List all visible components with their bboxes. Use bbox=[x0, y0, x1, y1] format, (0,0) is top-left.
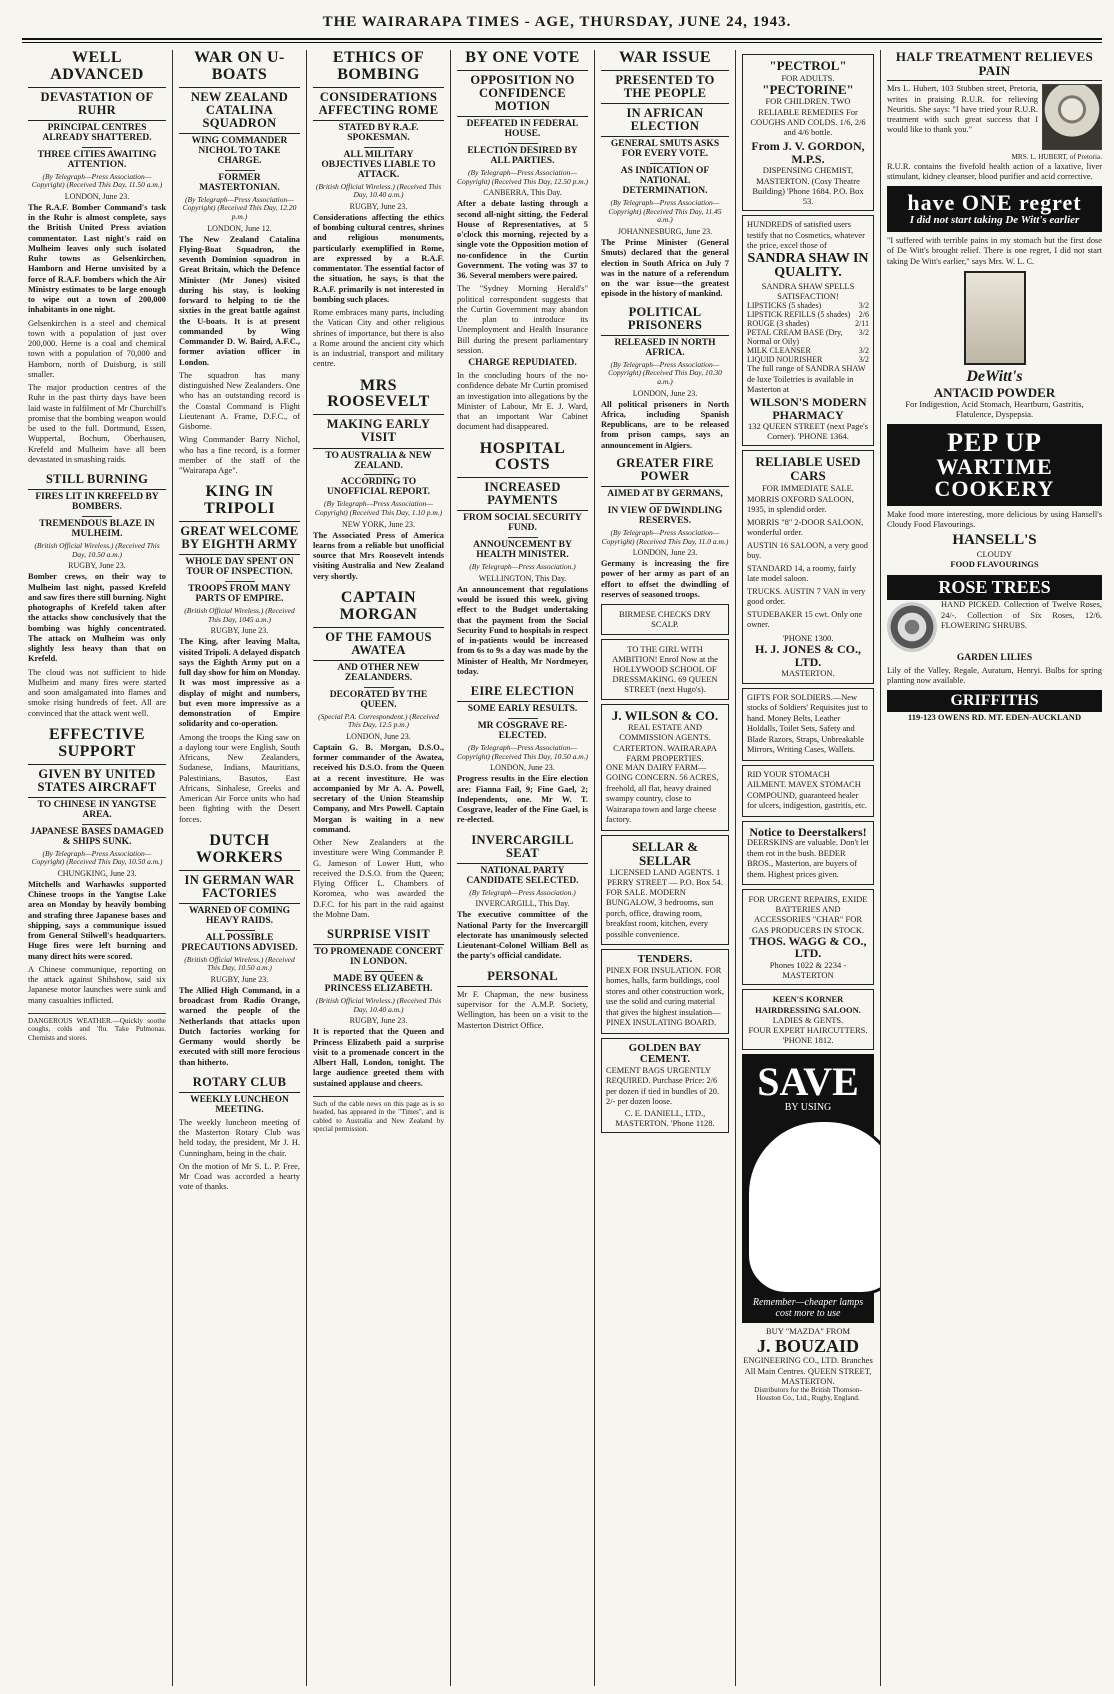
article-paragraph: Progress results in the Eire election are: Fianna Fail, 9; Fine Gael, 2; Independents, one. Mr W. T. Cosgrave, leader of the Fine Gael, is re-elected. bbox=[457, 774, 588, 825]
advertisement-tenders bbox=[601, 949, 729, 1034]
dateline: LONDON, June 23. bbox=[632, 388, 698, 398]
subhead: TROOPS FROM MANY PARTS OF EMPIRE. bbox=[188, 584, 291, 605]
subhead: ALL MILITARY OBJECTIVES LIABLE TO ATTACK. bbox=[321, 149, 436, 180]
divider bbox=[650, 503, 680, 504]
ad-text: HAND PICKED. Collection of Twelve Roses, 24/-. Collection of Six Roses, 12/6. FLOWERING SHRUBS. bbox=[941, 600, 1102, 630]
ad-subtitle: LICENSED LAND AGENTS. 1 PERRY STREET — P.O. Box 54. bbox=[607, 867, 723, 888]
article-paragraph: The Prime Minister (General Smuts) declared that the general election in South Africa on July 7 was in the nature of a referendum on the war issue—the greatest episode in the history of mankind. bbox=[601, 238, 729, 299]
ad-firm: THOS. WAGG & CO., LTD. bbox=[749, 933, 867, 961]
byline: (By Telegraph—Press Association—Copyright) (Received This Day, 11.0 a.m.) bbox=[601, 527, 729, 546]
article-paragraph: The Allied High Command, in a broadcast from Radio Orange, warned the people of the Netherlands that attacks upon Dutch factories working for Germany would shortly be executed with still more ferocious than hitherto. bbox=[179, 985, 300, 1067]
byline: (British Official Wireless.) (Received This Day, 10.40 a.m.) bbox=[315, 181, 442, 200]
subhead: MADE BY QUEEN & PRINCESS ELIZABETH. bbox=[324, 974, 433, 995]
ad-phone: Phones 1022 & 2234 - MASTERTON bbox=[769, 960, 847, 981]
subhead: PRINCIPAL CENTRES ALREADY SHATTERED. bbox=[42, 122, 152, 143]
article-paragraph: It is reported that the Queen and Princess Elizabeth paid a surprise visit to a promenade concert in the Albert Hall, London, tonight. The large audience greeted them with sustained applause and cheers. bbox=[313, 1027, 444, 1088]
dateline: CANBERRA, This Day. bbox=[483, 188, 562, 198]
headline-mrs-roosevelt: MRS ROOSEVELT bbox=[313, 378, 444, 416]
dateline: NEW YORK, June 23. bbox=[341, 519, 416, 529]
subhead: RELEASED IN NORTH AFRICA. bbox=[614, 337, 716, 358]
ad-shop: WILSON'S MODERN PHARMACY bbox=[749, 394, 867, 422]
price-value: 2/11 bbox=[855, 319, 869, 329]
byline: (British Official Wireless.) (Received This Day, 10.50 a.m.) bbox=[184, 954, 295, 973]
advertisement-pectrol bbox=[742, 54, 874, 211]
subhead: AS INDICATION OF NATIONAL DETERMINATION. bbox=[620, 166, 710, 197]
subhead: NATIONAL PARTY CANDIDATE SELECTED. bbox=[466, 865, 579, 886]
subhead: WING COMMANDER NICHOL TO TAKE CHARGE. bbox=[191, 135, 288, 166]
ad-title: J. WILSON & CO. bbox=[611, 707, 719, 723]
ad-text: Make food more interesting, more delicious by using Hansell's Cloudy Food Flavourings. bbox=[887, 509, 1102, 529]
headline-personal: PERSONAL bbox=[457, 970, 588, 987]
ad-brand-hansells: HANSELL'S bbox=[952, 532, 1037, 549]
ad-text: RID YOUR STOMACH AILMENT. MAVEX STOMACH COMPOUND, guaranteed healer for ulcers, indigestion, gastritis, etc. bbox=[747, 769, 868, 810]
subhead: ELECTION DESIRED BY ALL PARTIES. bbox=[467, 146, 578, 167]
article-paragraph: Gelsenkirchen is a steel and chemical town with a population of just over 200,000. Herne is a coal and chemical town with a population of 70,000 and Hamborn, north of Duisburg, is still smaller. bbox=[28, 318, 166, 379]
ad-from: From J. V. GORDON, M.P.S. bbox=[751, 139, 865, 166]
ad-text: CEMENT BAGS URGENTLY REQUIRED. Purchase Price: 2/6 per dozen if tied in bundles of 20. 2/- per dozen loose. bbox=[606, 1065, 720, 1107]
photo-caption: MRS. L. HUBERT, of Pretoria. bbox=[1011, 153, 1102, 162]
dateline: RUGBY, June 23. bbox=[349, 201, 408, 211]
byline: (British Official Wireless.) (Received This Day, 10.50 a.m.) bbox=[34, 541, 160, 559]
column-7 bbox=[881, 50, 1108, 1690]
article-paragraph: The major production centres of the Ruhr in the past thirty days have been laid waste in fulfilment of Mr Churchill's promise that the bombing weapon would be used to the full. Dortmund, Essen, Wuppertal, Bochum, Oberhausen, Krefeld and Mulheim have all been devastated in smashing raids. bbox=[28, 383, 166, 464]
ad-title: RELIABLE USED CARS bbox=[755, 454, 861, 484]
byline: (By Telegraph—Press Association—Copyright) (Received This Day, 11.45 a.m.) bbox=[608, 198, 722, 225]
price-row bbox=[747, 310, 869, 319]
headline-invercargill-seat: INVERCARGILL SEAT bbox=[457, 834, 588, 864]
portrait-photo bbox=[1042, 84, 1102, 150]
article-paragraph: The weekly luncheon meeting of the Masterton Rotary Club was held today, the president, Mr J. H. Cunningham, being in the chair. bbox=[179, 1117, 300, 1158]
price-value: 3/2 bbox=[858, 328, 869, 338]
ad-title: "PECTROL" bbox=[769, 58, 847, 73]
editorial-note: Such of the cable news on this page as is so headed, has appeared in the "Times", and is cabled to Australia and New Zealand by special permission. bbox=[313, 1096, 444, 1133]
ad-subtitle: FOOD FLAVOURINGS bbox=[950, 559, 1039, 570]
column-1 bbox=[22, 50, 172, 1690]
byline: (By Telegraph—Press Association.) bbox=[469, 887, 576, 897]
advertisement-mazda bbox=[742, 1054, 878, 1323]
price-row bbox=[747, 346, 869, 355]
article-paragraph: Mrs L. Hubert, 103 Stubben street, Pretoria, writes in praising R.U.R. for relieving Neuritis. She says: "I have tried your R.U.R. treatment with such great success that I would like to thank you." bbox=[887, 84, 1038, 135]
price-item: PETAL CREAM BASE (Dry, Normal or Oily) bbox=[747, 328, 843, 347]
divider bbox=[650, 163, 680, 164]
article-paragraph: On the motion of Mr S. L. P. Free, Mr Coad was accorded a hearty vote of thanks. bbox=[179, 1161, 300, 1192]
car-listing: AUSTIN 16 SALOON, a very good buy. bbox=[747, 540, 868, 561]
headline-eire-election: EIRE ELECTION bbox=[457, 685, 588, 702]
advertisement-used-cars bbox=[742, 450, 874, 683]
subhead: PRESENTED TO THE PEOPLE bbox=[601, 74, 729, 104]
divider bbox=[225, 930, 255, 931]
headline-greater-fire-power: GREATER FIRE POWER bbox=[601, 457, 729, 487]
article-paragraph: The R.A.F. Bomber Command's task in the Ruhr is almost complete, says the British United Press aviation commentator. Last night's raid on Mulheim leaves only such isolated Ruhr towns as Gelsenkirchen, Hamborn and Herne unvisited by a force of R.A.F. bombers which the Air Ministry estimates to be large enough to wipe out a town of 200,000 inhabitants in one night. bbox=[28, 202, 166, 315]
ad-subtitle: FOR IMMEDIATE SALE. bbox=[762, 482, 854, 493]
ad-text: GIFTS FOR SOLDIERS.—New stocks of Soldiers' Requisites just to hand. Money Belts, Leather Holdalls, Toilet Sets, Safety and Blade Razors, Straps, Unbreakable Mirrors, Writing Cases, Wallets. bbox=[747, 692, 868, 754]
byline: (British Official Wireless.) (Received This Day, 10.40 a.m.) bbox=[315, 996, 442, 1014]
advertisement-gifts-soldiers bbox=[742, 688, 874, 761]
ad-heading-rose-trees: ROSE TREES bbox=[887, 575, 1102, 600]
article-paragraph: The cloud was not sufficient to hide Mulheim and many fires were started and soon amalgamated into flames and smoke rising hundreds of feet. All are convinced that the attack went well. bbox=[28, 667, 166, 718]
masthead-rule bbox=[22, 38, 1102, 40]
column-4 bbox=[451, 50, 594, 1690]
ad-text: TO THE GIRL WITH AMBITION! Enrol Now at the HOLLYWOOD SCHOOL OF DRESSMAKING. 69 QUEEN STREET (next Hugo's). bbox=[612, 643, 718, 695]
advertisement-keens-korner bbox=[742, 989, 874, 1050]
advertisement-wagg bbox=[742, 889, 874, 985]
ad-subtitle: REAL ESTATE AND COMMISSION AGENTS. CARTERTON. WAIRARAPA FARM PROPERTIES. bbox=[613, 722, 717, 763]
subhead: TREMENDOUS BLAZE IN MULHEIM. bbox=[39, 519, 155, 540]
ad-title: SANDRA SHAW IN QUALITY. bbox=[747, 250, 869, 281]
ad-title: "PECTORINE" bbox=[762, 81, 854, 97]
article-paragraph: Other New Zealanders at the investiture were Wing Commander P. G. Jameson of Lower Hutt, who received the D.S.O. from the Queen; Flying Officer L. Chambers of Koromea, who was awarded the D.F.C. for his part in the raid against the Mohne Dam. bbox=[313, 838, 444, 919]
byline: (By Telegraph—Press Association—Copyright) (Received This Day, 11.50 a.m.) bbox=[31, 171, 163, 190]
article-paragraph: Wing Commander Barry Nichol, who has a fine record, is a former member of the staff of the "Wairarapa Age". bbox=[179, 435, 300, 476]
subhead: TO PROMENADE CONCERT IN LONDON. bbox=[314, 947, 443, 968]
ad-text: FOUR EXPERT HAIRCUTTERS. 'PHONE 1812. bbox=[748, 1024, 868, 1046]
car-list bbox=[747, 495, 869, 631]
ad-title: Notice to Deerstalkers! bbox=[749, 824, 867, 839]
article-paragraph: Among the troops the King saw on a daylong tour were English, South Africans, New Zealanders, Sudanese, Indians, Mauritians, Palestinians, Basutos, East Africans, Sinhalese, Greeks and American Air Force units who had been fighting with the Desert forces. bbox=[179, 732, 300, 824]
advertisement-wartime-cookery bbox=[887, 424, 1102, 506]
dateline: LONDON, June 12. bbox=[207, 223, 272, 233]
byline: (By Telegraph—Press Association—Copyright) (Received This Day, 1.10 p.m.) bbox=[314, 499, 443, 518]
column-2 bbox=[173, 50, 306, 1690]
masthead-rule-thin bbox=[22, 42, 1102, 43]
price-item: LIQUID NOURISHER bbox=[747, 355, 823, 365]
subhead: IN VIEW OF DWINDLING RESERVES. bbox=[607, 506, 723, 527]
article-paragraph: Germany is increasing the fire power of her army as part of an effort to offset the dwindling of reserves of seasoned troops. bbox=[601, 559, 729, 599]
subhead: ANNOUNCEMENT BY HEALTH MINISTER. bbox=[473, 540, 572, 561]
subhead: DECORATED BY THE QUEEN. bbox=[329, 689, 428, 710]
subhead: SOME EARLY RESULTS. bbox=[467, 704, 578, 715]
classified-ad: DANGEROUS WEATHER.—Quickly soothe coughs, colds and 'flu. Take Pulmonas. Chemists and stores. bbox=[28, 1013, 166, 1042]
ad-brand: DeWitt's bbox=[966, 367, 1023, 385]
dateline: RUGBY, June 23. bbox=[210, 974, 269, 984]
price-item: ROUGE (3 shades) bbox=[747, 319, 810, 329]
price-list bbox=[747, 301, 869, 364]
ad-firm-bouzaid: J. BOUZAID bbox=[756, 1335, 859, 1356]
ad-text: FOR URGENT REPAIRS, EXIDE BATTERIES AND ACCESSORIES "CHAR" FOR GAS PRODUCERS IN STOCK. bbox=[748, 894, 868, 935]
ad-subtitle: FOR ADULTS. bbox=[781, 72, 835, 83]
ad-text: FOR CHILDREN. TWO RELIABLE REMEDIES For COUGHS AND COLDS. 1/6, 2/6 and 4/6 bottle. bbox=[750, 96, 866, 138]
byline: (By Telegraph—Press Association.) bbox=[469, 562, 576, 572]
subhead: NEW ZEALAND CATALINA SQUADRON bbox=[179, 91, 300, 134]
divider bbox=[508, 143, 538, 144]
subhead: STATED BY R.A.F. SPOKESMAN. bbox=[338, 122, 419, 143]
subhead: THREE CITIES AWAITING ATTENTION. bbox=[37, 149, 157, 170]
ad-address: ENGINEERING CO., LTD. Branches All Main Centres. QUEEN STREET, MASTERTON. bbox=[743, 1355, 873, 1386]
price-row bbox=[747, 319, 869, 328]
dateline: LONDON, June 23. bbox=[632, 548, 698, 558]
headline-king-in-tripoli: KING IN TRIPOLI bbox=[179, 484, 300, 522]
subhead: MR COSGRAVE RE-ELECTED. bbox=[477, 721, 568, 742]
subhead: DEFEATED IN FEDERAL HOUSE. bbox=[466, 119, 579, 140]
subhead: OPPOSITION NO CONFIDENCE MOTION bbox=[457, 74, 588, 117]
ad-title: TENDERS. bbox=[637, 953, 693, 966]
byline: (By Telegraph—Press Association—Copyright) (Received This Day, 12.20 p.m.) bbox=[182, 194, 297, 222]
byline: (By Telegraph—Press Association—Copyright) (Received This Day, 10.30 a.m.) bbox=[608, 359, 722, 386]
divider bbox=[364, 147, 394, 148]
article-paragraph: Considerations affecting the ethics of bombing cultural centres, shrines and religious monuments, particularly exemplified in Rome, are expressed by a R.A.F. commentator. The essential factor of the situation, he says, is that the R.A.F. primarily is not interested in bombing such places. bbox=[313, 212, 444, 304]
ad-title: SELLAR & SELLAR bbox=[631, 838, 699, 868]
subhead: GIVEN BY UNITED STATES AIRCRAFT bbox=[28, 768, 166, 798]
subhead: AND OTHER NEW ZEALANDERS. bbox=[337, 662, 420, 683]
article-paragraph: An announcement that regulations would be issued this week, giving effect to the Budget undertaking that the payment from the Social Security Fund to hospitals in respect of in-patients would be increased from 6s to 9s a day was made by the Minister of Health, Mr Nordmeyer, today. bbox=[457, 584, 588, 676]
ad-text: FOR SALE. MODERN BUNGALOW, 3 bedrooms, sun porch, office, drawing room, breakfast room, kitchen, every possible convenience. bbox=[606, 887, 714, 939]
price-value: 2/6 bbox=[858, 310, 869, 320]
byline: (By Telegraph—Press Association—Copyright) (Received This Day, 10.50 a.m.) bbox=[457, 743, 589, 761]
lightbulb-illustration bbox=[746, 1119, 880, 1295]
divider bbox=[82, 824, 112, 825]
ad-slogan: Remember—cheaper lamps cost more to use bbox=[752, 1297, 864, 1320]
article-paragraph: A Chinese communique, reporting on the attack against Shihshow, said six Japanese motor launches were sunk and many casualties inflicted. bbox=[28, 964, 166, 1005]
dateline: WELLINGTON, This Day. bbox=[478, 573, 567, 583]
article-paragraph: The squadron has many distinguished New Zealanders. One who has an outstanding record is the Coastal Command is Flight Lieutenant A. Frame, D.F.C., of Gisborne. bbox=[179, 370, 300, 432]
byline: (British Official Wireless.) (Received This Day, 1045 a.m.) bbox=[184, 606, 295, 624]
price-row bbox=[747, 328, 869, 346]
article-paragraph: The New Zealand Catalina Flying-Boat Squadron, the seventh Dominion squadron in Great Britain, which the Defence Minister (Mr Jones) visited during his stay, is looking forward to helping to tie the sixties in the great battle against the U-boats. It is at present commanded by Wing Commander D. W. Baird, A.F.C., former aviation officer in London. bbox=[179, 234, 300, 367]
dateline: RUGBY, June 23. bbox=[349, 1016, 408, 1026]
ad-by-using: BY USING bbox=[784, 1102, 832, 1114]
article-paragraph: Mitchells and Warhawks supported Chinese troops in the Yangtse Lake area on Monday by heavily bombing and strafing three Japanese bases and shipping, says a communique issued from General Stilwell's headquarters. Huge fires were left burning and many direct hits were scored. bbox=[28, 879, 166, 961]
article-paragraph: The executive committee of the National Party for the Invercargill electorate has unanimously selected Lieutenant-Colonel William Bell as the party's official candidate. bbox=[457, 910, 588, 961]
ad-text: ONE MAN DAIRY FARM—GOING CONCERN. 56 ACRES, freehold, all flat, heavy drained swampy country, close to Wairarapa town and large cheese factory. bbox=[606, 762, 719, 825]
dateline: LONDON, June 23. bbox=[64, 191, 130, 201]
headline-surprise-visit: SURPRISE VISIT bbox=[313, 928, 444, 945]
ad-address: 119-123 OWENS RD. MT. EDEN-AUCKLAND bbox=[907, 711, 1082, 722]
subhead: TO CHINESE IN YANGTSE AREA. bbox=[37, 799, 157, 820]
car-listing: TRUCKS. AUSTIN 7 VAN in very good order. bbox=[747, 586, 866, 607]
divider bbox=[82, 516, 112, 517]
article-paragraph: R.U.R. contains the fivefold health action of a laxative, liver stimulant, kidney cleanser, blood purifier and acid corrective. bbox=[887, 161, 1102, 181]
column-6 bbox=[736, 50, 880, 1690]
ad-distributor: Distributors for the British Thomson-Houston Co., Ltd., Rugby, England. bbox=[754, 1385, 862, 1403]
ad-phone: 'PHONE 1300. bbox=[782, 632, 834, 643]
ad-subtitle: SANDRA SHAW SPELLS SATISFACTION! bbox=[761, 281, 855, 302]
headline-dutch-workers: DUTCH WORKERS bbox=[179, 833, 300, 871]
advertisement-sellar bbox=[601, 835, 729, 945]
subhead: ACCORDING TO UNOFFICIAL REPORT. bbox=[327, 477, 430, 498]
byline: (By Telegraph—Press Association—Copyright) (Received This Day, 12.50 p.m.) bbox=[457, 168, 589, 186]
headline-rotary-club: ROTARY CLUB bbox=[179, 1076, 300, 1093]
subhead: AIMED AT BY GERMANS, bbox=[607, 489, 723, 500]
ad-quote: I did not start taking De Witt's earlier bbox=[909, 214, 1080, 227]
headline-captain-morgan: CAPTAIN MORGAN bbox=[313, 590, 444, 628]
subhead: GENERAL SMUTS ASKS FOR EVERY VOTE. bbox=[610, 139, 720, 160]
ad-heading: have ONE regret bbox=[907, 190, 1082, 216]
ad-heading: GARDEN LILIES bbox=[956, 653, 1033, 664]
antacid-tin-illustration bbox=[964, 271, 1026, 365]
advertisement-dressmaking bbox=[601, 639, 729, 700]
subhead: CONSIDERATIONS AFFECTING ROME bbox=[313, 91, 444, 121]
advertisement-cement bbox=[601, 1038, 729, 1133]
subhead: DEVASTATION OF RUHR bbox=[28, 91, 166, 121]
headline-half-treatment: HALF TREATMENT RELIEVES PAIN bbox=[887, 50, 1102, 81]
ad-subtitle: LADIES & GENTS. bbox=[772, 1014, 844, 1025]
dateline: LONDON, June 23. bbox=[490, 763, 555, 773]
subhead: IN GERMAN WAR FACTORIES bbox=[179, 874, 300, 904]
subhead: FIRES LIT IN KREFELD BY BOMBERS. bbox=[35, 492, 159, 513]
ad-heading: COOKERY bbox=[934, 475, 1055, 501]
ad-title: KEEN'S KORNER HAIRDRESSING SALOON. bbox=[755, 994, 861, 1015]
divider bbox=[225, 170, 255, 171]
ad-text: BIRMESE CHECKS DRY SCALP. bbox=[618, 609, 712, 630]
price-item: MILK CLEANSER bbox=[747, 346, 811, 356]
divider bbox=[364, 474, 394, 475]
divider bbox=[364, 687, 394, 688]
ad-title: GOLDEN BAY CEMENT. bbox=[628, 1041, 702, 1066]
price-row bbox=[747, 355, 869, 364]
article-paragraph: All political prisoners in North Africa, including Spanish Republicans, are to be released from prison camps, says an announcement in Algiers. bbox=[601, 399, 729, 450]
subhead: OF THE FAMOUS AWATEA bbox=[313, 631, 444, 661]
subhead: ALL POSSIBLE PRECAUTIONS ADVISED. bbox=[181, 932, 298, 953]
subhead: TO AUSTRALIA & NEW ZEALAND. bbox=[325, 450, 432, 471]
advertisement-sandra-shaw bbox=[742, 215, 874, 446]
headline-by-one-vote: BY ONE VOTE bbox=[457, 50, 588, 71]
headline-still-burning: STILL BURNING bbox=[28, 473, 166, 490]
article-paragraph: The Associated Press of America learns from a reliable but unofficial source that Mrs Roosevelt intends visiting Australia and New Zealand very shortly. bbox=[313, 530, 444, 581]
dateline: INVERCARGILL, This Day. bbox=[475, 899, 570, 909]
divider bbox=[508, 718, 538, 719]
subhead: FORMER MASTERTONIAN. bbox=[199, 172, 280, 193]
dateline: LONDON, June 23. bbox=[346, 731, 411, 741]
article-paragraph: In the concluding hours of the no-confidence debate Mr Curtin promised an investigation into allegations by the Minister of Labour, Mr E. J. Ward, that an important War Cabinet document had disappeared. bbox=[457, 371, 588, 432]
ad-firm: H. J. JONES & CO., LTD. bbox=[754, 642, 861, 669]
masthead: THE WAIRARAPA TIMES - AGE, THURSDAY, JUNE 24, 1943. bbox=[322, 14, 792, 30]
article-paragraph: Captain G. B. Morgan, D.S.O., former commander of the Awatea, received his D.S.O. from the Queen at a recent investiture. He was accompanied by Mr A. A. Powell, secretary of the Union Steamship Company, and Mrs Powell. Captain Morgan is waiting in a new command. bbox=[313, 742, 444, 834]
headline-effective-support: EFFECTIVE SUPPORT bbox=[28, 727, 166, 765]
divider bbox=[508, 537, 538, 538]
dateline: CHUNGKING, June 23. bbox=[57, 868, 137, 878]
divider bbox=[364, 971, 394, 972]
price-item: LIPSTICK REFILLS (5 shades) bbox=[747, 310, 851, 320]
article-paragraph: After a debate lasting through a second all-night sitting, the Federal House of Representatives, at 5 o'clock this morning, rejected by a single vote the Opposition motion of no-confidence in the Curtin Government. The voting was 37 to 36. Several members were paired. bbox=[457, 199, 588, 281]
ad-text: "I suffered with terrible pains in my stomach but the first dose of De Witt's brought relief. There is one regret, I did not start taking De Witt's earlier," says Mrs. W. L. C. bbox=[887, 236, 1102, 266]
dateline: JOHANNESBURG, June 23. bbox=[617, 227, 713, 237]
dateline: RUGBY, June 23. bbox=[68, 561, 126, 571]
advertisement-dewitts bbox=[887, 186, 1102, 232]
car-listing: MORRIS OXFORD SALOON, 1935, in splendid order. bbox=[747, 494, 854, 515]
byline: (By Telegraph—Press Association—Copyright) (Received This Day, 10.50 a.m.) bbox=[31, 848, 163, 867]
ad-heading: PEP UP bbox=[947, 427, 1042, 457]
price-item: LIPSTICKS (5 shades) bbox=[747, 301, 822, 311]
divider bbox=[82, 147, 112, 148]
ad-address: 132 QUEEN STREET (next Page's Corner). 'PHONE 1364. bbox=[748, 421, 868, 442]
price-value: 3/2 bbox=[858, 346, 869, 356]
subhead: INCREASED PAYMENTS bbox=[457, 481, 588, 511]
ad-heading: WARTIME bbox=[936, 453, 1053, 479]
advertisement-j-wilson bbox=[601, 704, 729, 831]
ad-town: MASTERTON. bbox=[781, 668, 835, 679]
article-paragraph: The "Sydney Morning Herald's" political correspondent suggests that the Curtin Government may abandon the plan to introduce its Unemployment and Health Insurance Bill during the present parliamentary session. bbox=[457, 284, 588, 355]
advertisement-mavex bbox=[742, 765, 874, 817]
ad-product: ANTACID POWDER bbox=[933, 384, 1056, 400]
mazda-logo: MAZDA bbox=[770, 1182, 878, 1216]
car-listing: MORRIS "8" 2-DOOR SALOON, wonderful order. bbox=[747, 517, 864, 538]
ad-firm-griffiths: GRIFFITHS bbox=[887, 690, 1102, 712]
headline-political-prisoners: POLITICAL PRISONERS bbox=[601, 306, 729, 336]
advertisement-birmese bbox=[601, 604, 729, 634]
article-paragraph: Bomber crews, on their way to Mulheim last night, passed Krefeld and saw fires there still burning. Night photographs of Krefeld taken after the attacks show conclusively that the bombing was highly concentrated. The attack on Mulheim was only slightly less heavy than that on Krefeld. bbox=[28, 572, 166, 664]
headline-war-issue: WAR ISSUE bbox=[601, 50, 729, 71]
article-paragraph: Rome embraces many parts, including the Vatican City and other religious shrines of importance, but there is also a Rome around the ancient city which is an industrial, transport and military centre. bbox=[313, 308, 444, 369]
car-listing: STUDEBAKER 15 cwt. Only one owner. bbox=[747, 609, 863, 630]
column-3 bbox=[307, 50, 450, 1690]
article-paragraph: Mr F. Chapman, the new business supervisor for the A.M.P. Society, Wellington, has been on a visit to the Masterton District Office. bbox=[457, 989, 588, 1030]
subhead: MAKING EARLY VISIT bbox=[313, 418, 444, 448]
dateline: RUGBY, June 23. bbox=[210, 626, 269, 636]
headline-well-advanced: WELL ADVANCED bbox=[28, 50, 166, 88]
subhead: JAPANESE BASES DAMAGED & SHIPS SUNK. bbox=[30, 826, 164, 847]
subhead: WEEKLY LUNCHEON MEETING. bbox=[190, 1095, 289, 1115]
byline: (Special P.A. Correspondent.) (Received This Day, 12.5 p.m.) bbox=[318, 711, 439, 730]
ad-text: PINEX FOR INSULATION. FOR homes, halls, farm buildings, cool stores and other construction work, use the solid and curing material that gives the highest insulation—PINEX INSULATING BOARD. bbox=[606, 965, 724, 1028]
ad-text: For Indigestion, Acid Stomach, Heartburn, Gastritis, Flatulence, Dyspepsia. bbox=[905, 399, 1084, 420]
section-subhead: CHARGE REPUDIATED. bbox=[468, 358, 577, 369]
rose-illustration bbox=[887, 602, 937, 652]
subhead: GREAT WELCOME BY EIGHTH ARMY bbox=[179, 525, 300, 555]
subhead: IN AFRICAN ELECTION bbox=[601, 107, 729, 137]
subhead: WHOLE DAY SPENT ON TOUR OF INSPECTION. bbox=[185, 557, 294, 578]
article-paragraph: The King, after leaving Malta, visited Tripoli. A delayed dispatch says the Eighth Army put on a full day show for him on Monday. It was most impressive as a display of might and numbers, but even more impressive as a demonstration of Empire solidarity and co-operation. bbox=[179, 637, 300, 729]
headline-hospital-costs: HOSPITAL COSTS bbox=[457, 441, 588, 479]
advertisement-deerstalkers bbox=[742, 821, 874, 886]
ad-text: The full range of SANDRA SHAW de luxe Toiletries is available in Masterton at bbox=[747, 364, 866, 395]
price-row bbox=[747, 301, 869, 310]
ad-text: DEERSKINS are valuable. Don't let them rot in the bush. BEDER BROS., Masterton, are buyers of them. Highest prices given. bbox=[747, 838, 869, 879]
ad-signature: C. E. DANIELL, LTD., MASTERTON. 'Phone 1128. bbox=[615, 1107, 715, 1128]
price-value: 3/2 bbox=[858, 301, 869, 311]
ad-save-heading: SAVE bbox=[757, 1059, 859, 1105]
price-value: 3/2 bbox=[858, 355, 869, 365]
headline-ethics-of-bombing: ETHICS OF BOMBING bbox=[313, 50, 444, 88]
column-5 bbox=[595, 50, 735, 1690]
subhead: FROM SOCIAL SECURITY FUND. bbox=[463, 513, 582, 534]
subhead: WARNED OF COMING HEAVY RAIDS. bbox=[189, 905, 290, 926]
ad-intro: HUNDREDS of satisfied users testify that no Cosmetics, whatever the price, excel those of bbox=[747, 220, 865, 251]
ad-subtitle: CLOUDY bbox=[976, 548, 1013, 559]
car-listing: STANDARD 14, a roomy, fairly late model saloon. bbox=[747, 563, 857, 584]
lamps-label: LAMPS bbox=[803, 1216, 845, 1231]
divider bbox=[225, 581, 255, 582]
ad-address: DISPENSING CHEMIST, MASTERTON. (Cosy Theatre Building) 'Phone 1684. P.O. Box 53. bbox=[752, 165, 864, 206]
ad-text: Lily of the Valley, Regale, Auratum, Henryi. Bulbs for spring planting now available. bbox=[887, 666, 1102, 686]
headline-war-on-u-boats: WAR ON U-BOATS bbox=[179, 50, 300, 88]
ad-buy: BUY "MAZDA" FROM bbox=[765, 1326, 851, 1337]
